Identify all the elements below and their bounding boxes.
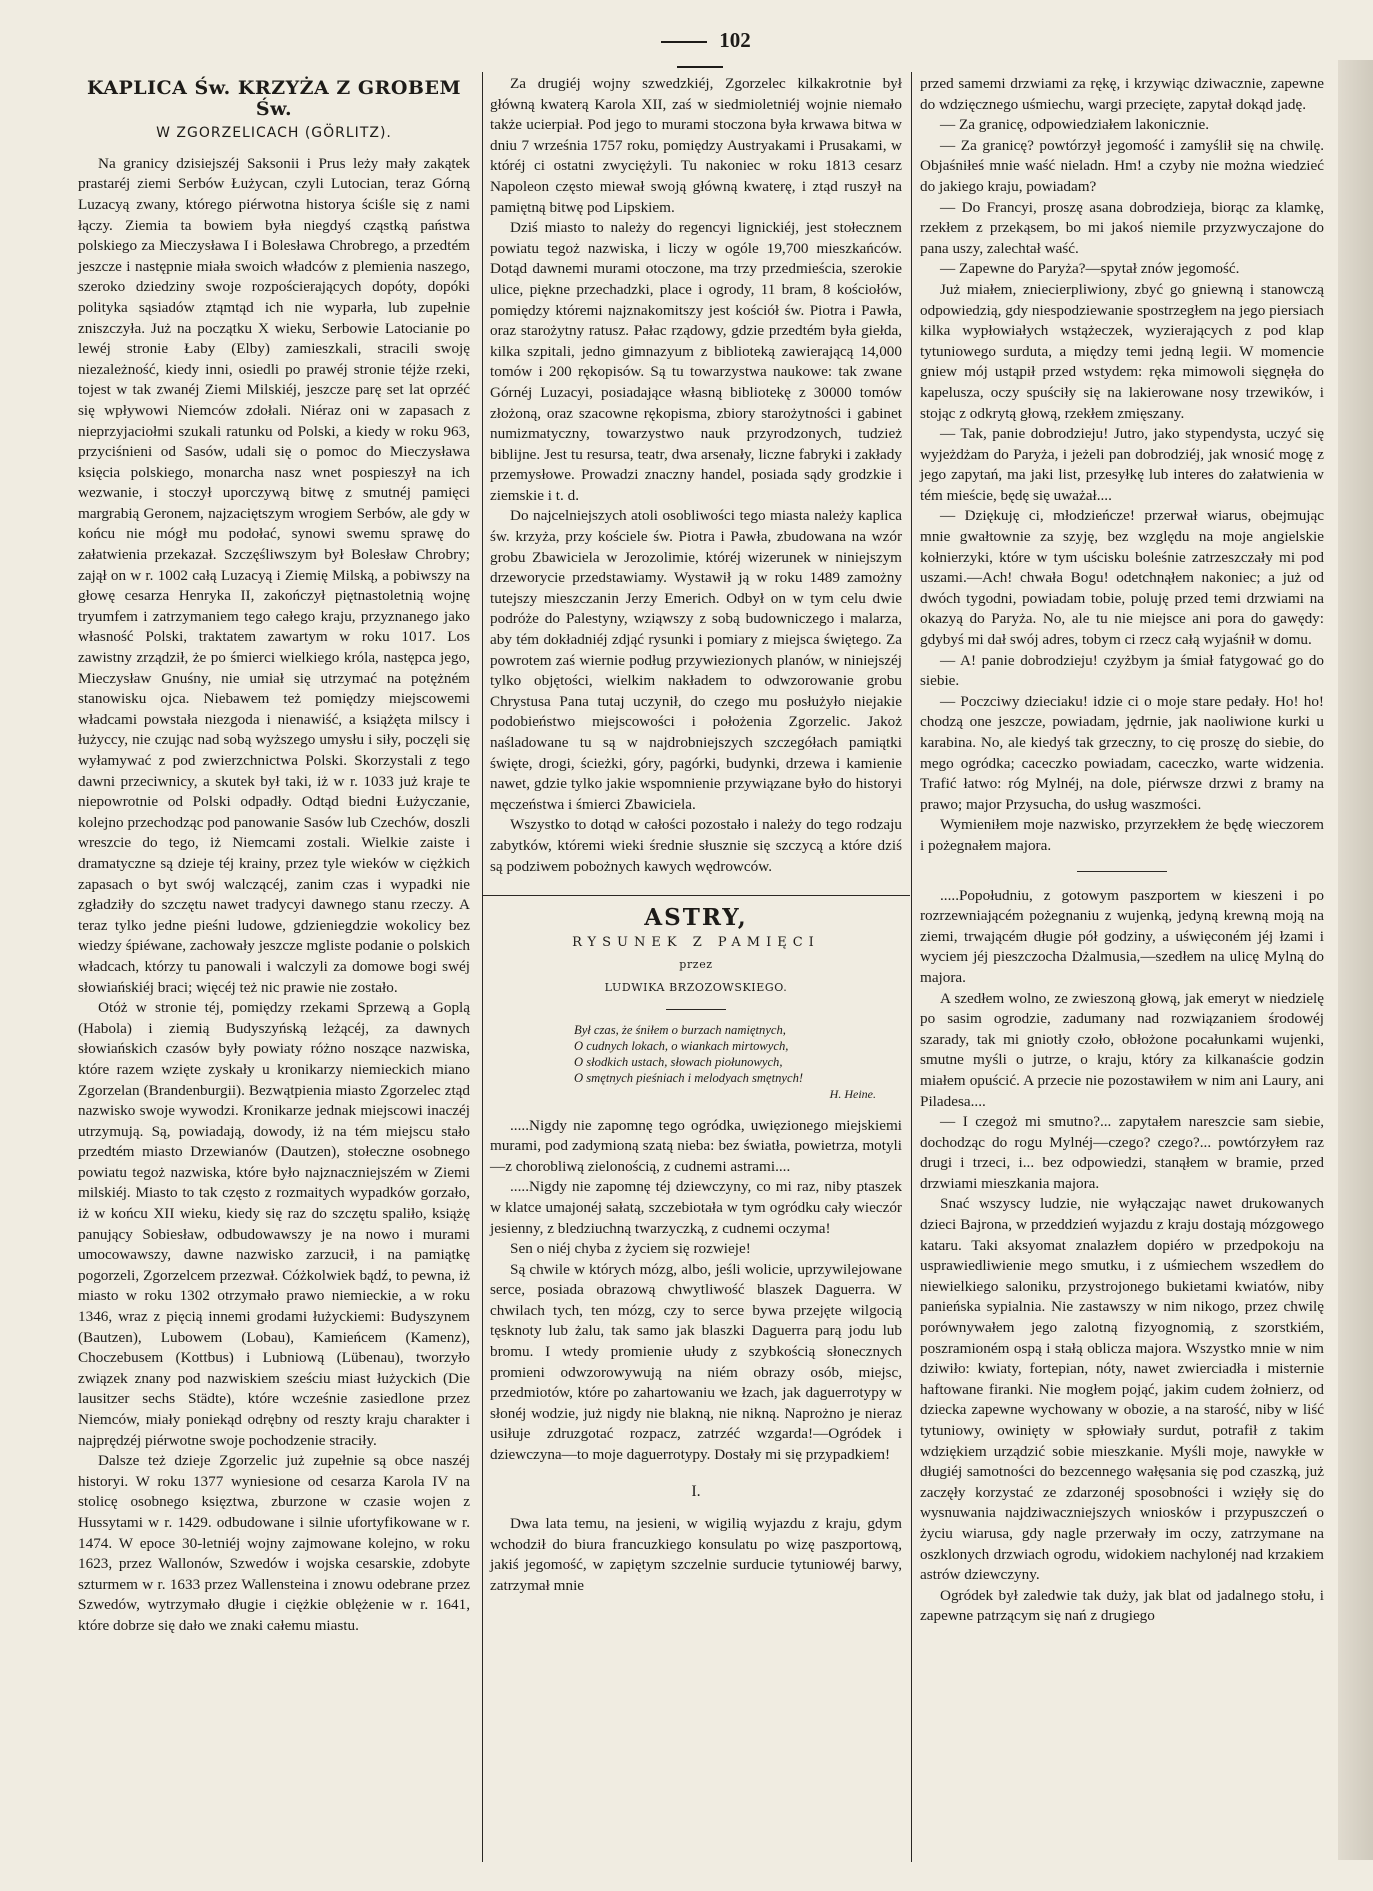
epigraph xyxy=(574,1022,876,1102)
article-subtitle: W ZGORZELICACH (GÖRLITZ). xyxy=(156,125,392,142)
story-paragraph: .....Nigdy nie zapomnę tego ogródka, uwięzionego miejskiemi murami, pod zadymioną szatą nieba: bez światła, powietrza, motyli—z chorobliwą zielonością, z cudnemi astrami.... xyxy=(490,1116,902,1175)
story-paragraph: .....Popołudniu, z gotowym paszportem w kieszeni i po rozrzewniającém pożegnaniu z wujenką, jedyną krewną moją na ziemi, trwającém długie pół godziny, a uświęconém jéj łzami i wyciem jéj pieszczocha Dżalmusia,—szedłem na ulicę Mylną do majora. xyxy=(920,886,1324,986)
story-paragraph: Są chwile w których mózg, albo, jeśli wolicie, uprzywilejowane serce, posiada obrazową chwytliwość blaszek Daguerra. W chwilach tych, ten mózg, czy to serce bywa przejęte wilgocią tęsknoty lub żalu, tak samo jak blaszki Daguerra parą jodu lub bromu. I wtedy promienie ułudy z szybkością słonecznych promieni odwzorowywują na niém obrazy osób, miejsc, przedmiotów, które po zahartowaniu we łzach, jak daguerrotypy w słonéj wodzie, już nigdy nie blakną, nie nikną. Naprożno je nieraz usiłuje zdruzgotać rozpacz, zatrzéć wzgarda!—Ogródek i dziewczyna—to moje daguerrotypy. Dostały mi się przypadkiem! xyxy=(490,1260,902,1464)
story-paragraph: Dwa lata temu, na jesieni, w wigilią wyjazdu z kraju, gdym wchodził do biura francuzkiego konsulatu po wizę paszportową, jakiś jegomość, w zapiętym szczelnie surducie tytuniowéj barwy, zatrzymał mnie xyxy=(490,1515,902,1594)
story-paragraph: Już miałem, zniecierpliwiony, zbyć go gniewną i stanowczą odpowiedzią, gdy niespodziewanie spostrzegłem na jego piersiach kilka wypłowiałych wstążeczek, wyzierających z pod klap tytuniowego surduta, a między temi jedną legii. W momencie gniew mój ustąpił przed wstydem: ręka mimowoli sięgnęła do kapelusza, oczy spuściły się na lakierowane nosy trzewików, i stojąc z odkrytą głową, rzekłem zmięszany. xyxy=(920,280,1324,422)
story-paragraph: przed samemi drzwiami za rękę, i krzywiąc dziwacznie, zapewne do wdzięcznego uśmiechu, wargi przecięte, zapytał dokąd jadę. xyxy=(920,75,1324,113)
story-paragraph: — Zapewne do Paryża?—spytał znów jegomość. xyxy=(940,260,1240,278)
story-paragraph: — Za granicę? powtórzył jegomość i zamyślił się na chwilę. Objaśniłeś mnie waść nieladn. Hm! a czyby nie można wiedzieć do jakiego kraju, powiadam? xyxy=(920,136,1324,195)
column-1 xyxy=(78,78,470,1637)
article-title: KAPLICA Św. KRZYŻA Z GROBEM Św. xyxy=(87,77,461,120)
article-paragraph: Otóż w stronie téj, pomiędzy rzekami Sprzewą a Goplą (Habola) i ziemią Budyszyńską leżącéj, za dawnych słowiańskich czasów były powiaty różno noszące nazwiska, które razem wzięte zyskały u kronikarzy niemieckich miano Zgorzelan (Brandenburgii). Bezwątpienia miasto Zgorzelec ztąd nazwisko swoje wywodzi. Kronikarze jednak miejscowi inaczéj utrzymują. Są, powiadają, dowody, iż na tém miejscu stało przedtém miasto Drzewianów (Dautzen), stołeczne osobnego powiatu tegoż nazwiska, które było najznaczniejszém w Ziemi milskiéj. Miasto to tak często z rozmaitych wypadków gorzało, iż w końcu XII wieku, kiedy się raz do szczętu spaliło, książę panujący Sobiesław, odbudowawszy je na nowo i murami umocowawszy, dawne nazwisko zarzucił, i na pamiątkę pogorzeli, Zgorzelcem przezwał. Cóżkolwiek bądź, to pewna, iż miasto w roku 1302 otrzymało prawo niemieckie, a w roku 1346, wraz z pięcią innemi grodami łużyckiemi: Budyszynem (Bautzen), Lubowem (Lobau), Kamieńcem (Kamenz), Choczebusem (Kottbus) i Lubniową (Lübenau), tworzyło związek znany pod nazwiskiem sześciu miast łużyckich (Die lausitzer sechs Städte), które wcześnie zasiedlone przez Niemców, miały poniekąd odrębny od reszty kraju charakter i najprędzéj piérwotne swoje pochodzenie straciły. xyxy=(78,999,470,1449)
epigraph-line: O słodkich ustach, słowach piołunowych, xyxy=(574,1054,783,1069)
story-title: ASTRY, xyxy=(644,904,748,932)
section-divider xyxy=(482,895,910,896)
article-paragraph: Dziś miasto to należy do regencyi lignickiéj, jest stołecznem powiatu tegoż nazwiska, i liczy w ogóle 19,700 mieszkańców. Dotąd dawnemi murami otoczone, ma trzy przedmieścia, szerokie ulice, piękne przechadzki, place i ogrody, 11 bram, 8 kościołów, pomiędzy któremi najznakomitszy jest kościół św. Piotra i Pawła, oraz starożytny ratusz. Pałac rządowy, gdzie przedtém była giełda, kilka szpitali, jedno gimnazyum z biblioteką zawierającą 14,000 tomów i 200 rękopisów. Są tu towarzystwa naukowe: tak zwane Górnéj Luzacyi, posiadające własną bibliotekę z 30000 tomów złożoną, oraz szacowne rękopisma, zbiory starożytności i gabinet numizmatyczny, towarzystwo nauk przyrodzonych, tudzież biblijne. Jest tu resursa, teatr, dwa arsenały, liczne fabryki i zakłady przemysłowe. Prowadzi znaczny handel, posiada sądy grodzkie i ziemskie i t. d. xyxy=(490,219,902,504)
article-paragraph: Do najcelniejszych atoli osobliwości tego miasta należy kaplica św. krzyża, przy kościele św. Piotra i Pawła, zbudowana na wzór grobu Zbawiciela w Jerozolimie, któréj wizerunek w niniejszym drzeworycie przedstawiamy. Wystawił ją w roku 1489 zamożny tutejszy mieszczanin Jerzy Emerich. Odbył on w tym celu dwie podróże do Palestyny, wziąwszy z sobą budowniczego i malarza, aby tém dokładniéj zdjąć rysunki i pomiary z miejsca świętego. Za powrotem zaś wiernie podług przywiezionych planów, w niniejszéj tylko objętości, wielkim nakładem to odwzorowanie grobu Chrystusa Pana tutaj uczynił, do czego mu posłużyło niejakie podobieństwo miejscowości i położenia Zgorzelic. Jakoż naśladowane tu są w najdrobniejszych szczegółach pamiątki święte, drogi, ścieżki, góry, pagórki, budynki, drzewa i kamienie nawet, gdzie tylko jakie wspomnienie przywiązane było do historyi męczeństwa i śmierci Zbawiciela. xyxy=(490,507,902,813)
epigraph-line: O smętnych pieśniach i melodyach smętnych! xyxy=(574,1070,804,1085)
story-paragraph: Sen o niéj chyba z życiem się rozwieje! xyxy=(510,1240,751,1258)
article-paragraph: Na granicy dzisiejszéj Saksonii i Prus leży mały zakątek prastaréj ziemi Serbów Łużycan, czyli Lutocian, teraz Górną Luzacyą zwany, którego piérwotna historya ściśle się z nami łączy. Ziemia ta bowiem była niegdyś cząstką państwa polskiego za Mieczysława I i Bolesława Chrobrego, a przedtém jeszcze i następnie miała swoich władców z plemienia naszego, szeroko dziedziny swoje rozpościerających dopóty, dopóki polityka sąsiadów ztąmtąd ich nie wyparła, lub zupełnie zniszczyła. Już na początku X wieku, Serbowie Latocianie po lewéj stronie Łaby (Elby) zamieszkali, stracili swoję niezależność, kiedy inni, osiedli po prawéj stronie téjże rzeki, tojest w tak zwanéj Ziemi Milskiéj, jeszcze parę set lat oprzéć się wpływowi Niemców zdołali. Niéraz oni w zapasach z nieprzyjaciołmi szukali ratunku od Polski, a kiedy w roku 963, przyciśnieni od Sasów, udali się o pomoc do Mieczysława księcia polskiego, monarcha nasz wnet pospieszył na ich wezwanie, i stoczył uporczywą bitwę z smutnéj pamięci margrabią Geronem, najzaciętszym wrogiem Serbów, ale gdy w końcu nie mógł mu podołać, synowi swemu sprawę do załatwienia przekazał. Szczęśliwszym był Bolesław Chrobry; zajął on w r. 1002 całą Luzacyą i Ziemię Milską, a pobiwszy na głowę cesarza Henryka II, zakończył piętnastoletnią wojnę tryumfem i zatrzymaniem tego całego kraju, przyznanego jako własność Polski, traktatem zawartym w roku 1017. Los zawistny zrządził, że po śmierci wielkiego króla, następca jego, Mieczysław Gnuśny, nie umiał się utrzymać na potężném stanowisku ojca. Niebawem też pomiędzy miejscowemi władcami powstała niezgoda i nienawiść, a książęta milscy i łużyccy, nie czując nad sobą wyższego umysłu i siły, poczęli się wyłamywać z pod zwierzchnictwa Polski. Skorzystali z tego dawni przeciwnicy, a skutek był taki, iż w r. 1033 już kraje te niepowrotnie od Polski odpadły. Odtąd biedni Łużyczanie, kolejno przechodząc pod panowanie Sasów lub Czechów, doszli wreszcie do tego, iż Niemcami zostali. Wielkie zaiste i dramatyczne są dzieje téj krainy, przez tyle wieków w ciężkich zapasach o byt swój walczącéj, zanim czas i wypadki nie zgładziły do szczętu nawet tradycyi dawnego stanu rzeczy. A teraz tylko jedne pieśni ludowe, gdzieniegdzie wokolicy bez wiedzy śpiéwane, zachowały jeszcze mgliste podanie o polskich władcach, którzy tu panowali i walczyli za domowe bogi swéj słowiańskiéj braci; więcéj też nic prawie nie zostało. xyxy=(78,154,470,996)
story-paragraph: — Poczciwy dzieciaku! idzie ci o moje stare pedały. Ho! ho! chodzą one jeszcze, powiadam, jędrnie, jak naoliwione kurki u karabina. No, ale kiedyś tak grzeczny, to cię proszę do siebie, do mego ogródka; caceczko powiadam, caceczko, warte widzenia. Trafić łatwo: róg Mylnéj, na dole, piérwsze drzwi z bramy na prawo; major Przysucha, do usług waszmości. xyxy=(920,692,1324,813)
column-divider xyxy=(911,72,912,1862)
epigraph-signature: H. Heine. xyxy=(829,1086,876,1101)
story-paragraph: .....Nigdy nie zapomnę téj dziewczyny, co mi raz, niby ptaszek w klatce umajonéj sałatą, szczebiotała w tym ogródku cały wieczór jesienny, z bledziuchną twarzyczką, z cudnemi oczyma! xyxy=(490,1178,902,1237)
adjacent-page-edge xyxy=(1338,60,1373,1860)
story-paragraph: — Do Francyi, proszę asana dobrodzieja, biorąc za klamkę, rzekłem z przekąsem, bo mi jakoś niemile przyzwyczajone do pana uszy, zalechtał waść. xyxy=(920,198,1324,257)
story-paragraph: Ogródek był zaledwie tak duży, jak blat od jadalnego stołu, i zapewne patrzącym się nań z drugiego xyxy=(920,1586,1324,1625)
story-paragraph: — I czegoż mi smutno?... zapytałem nareszcie sam siebie, dochodząc do rogu Mylnéj—czego? czego?... powtórzyłem raz drugi i trzeci, i... bez odpowiedzi, stanąłem w bramie, przed drzwiami mieszkania majora. xyxy=(920,1113,1324,1192)
column-divider xyxy=(482,72,483,1862)
column-3 xyxy=(920,74,1324,1627)
story-paragraph: — A! panie dobrodzieju! czyżbym ja śmiał fatygować go do siebie. xyxy=(920,651,1324,690)
story-paragraph: — Za granicę, odpowiedziałem lakonicznie. xyxy=(940,116,1210,134)
story-paragraph: — Tak, panie dobrodzieju! Jutro, jako stypendysta, uczyć się wyjeżdżam do Paryża, i jeżeli pan dobrodziéj, jak wnosić mogę z jego zapytań, ma jaki list, przesyłkę lub interes do załatwienia w tém mieście, będę się uważał.... xyxy=(920,425,1324,504)
story-author: LUDWIKA BRZOZOWSKIEGO. xyxy=(604,980,788,994)
article-paragraph: Dalsze też dzieje Zgorzelic już zupełnie są obce naszéj historyi. W roku 1377 wyniesione od cesarza Karola IV na stolicę osobnego księztwa, zburzone w czasie wojen z Hussytami w r. 1429. odbudowane i silnie ufortyfikowane w r. 1474. W epoce 30-letniéj wojny zajmowane kolejno, w roku 1623, przez Wallonów, Szwedów i wojska cesarskie, zdobyte szturmem w r. 1633 przez Wallensteina i znowu odebrane przez Szwedów, wytrzymało długie i ciężkie oblężenie w r. 1641, które dobrze się dało we znaki całemu miastu. xyxy=(78,1452,470,1634)
article-paragraph: Za drugiéj wojny szwedzkiéj, Zgorzelec kilkakrotnie był główną kwaterą Karola XII, zaś w siedmioletniéj wojnie niemało także ucierpiał. Pod jego to murami stoczona była krwawa bitwa w dniu 7 września 1757 roku, pomiędzy Austryakami i Prusakami, w któréj ci ostatni zwyciężyli. Tu nakoniec w roku 1813 cesarz Napoleon często miewał swoją główną kwaterę, i ztąd ruszył na pamiętną bitwę pod Lipskiem. xyxy=(490,75,902,216)
section-divider xyxy=(1077,871,1167,872)
story-paragraph: Wymieniłem moje nazwisko, przyrzekłem że będę wieczorem i pożegnałem majora. xyxy=(920,816,1324,854)
chapter-number: I. xyxy=(691,1482,701,1500)
short-divider xyxy=(666,1009,726,1010)
story-paragraph: Snać wszyscy ludzie, nie wyłączając nawet drukowanych dzieci Bajrona, w przeddzień wyjazdu z kraju dostają mózgowego kataru. Taki aksyomat znalazłem dopiéro w przedpokoju na usprawiedliwienie mego smutku, i z uśmiechem wszedłem do niewielkiego saloniku, przystrojonego bukietami kwiatów, niby panieńska sypialnia. Nie zastawszy w nim nikogo, przez chwilę porównywałem jego zalotną fizyognomią, z szorstkiém, poszramioném ospą i stałą oblicza majora. Wszystko mnie w nim dziwiło: kwiaty, fortepian, nóty, nawet zwierciadła i misternie haftowane firanki. Nie mogłem pojąć, jakim cudem żołnierz, od dziecka zapewne wychowany w obozie, a na starość, niby w liść tytuniowy, owinięty w spłowiały surdut, potrafił z takim wdziękiem urządzić sobie mieszkanie. Myśli moje, nawykłe w długiéj samotności do bezcennego wałęsania się pod czaszką, już zaczęły korzystać ze zdarzonéj sposobności i wzięły się do wysnuwania najdziwaczniejszych wniosków i przypuszczeń o życiu wiarusa, gdy nagle przerwały im oczy, zatrzymane na oszklonych drzwiach ogrodu, widokiem nachylonéj nad krzakiem astrów dziewczyny. xyxy=(920,1195,1324,1584)
story-byline-prefix: przez xyxy=(679,958,713,972)
article-paragraph: Wszystko to dotąd w całości pozostało i należy do tego rodzaju zabytków, któremi wieki średnie słusznie się szczycą a które dziś są podziwem pobożnych kawych wędrowców. xyxy=(490,816,902,875)
epigraph-line: Był czas, że śniłem o burzach namiętnych, xyxy=(574,1022,786,1037)
story-paragraph: A szedłem wolno, ze zwieszoną głową, jak emeryt w niedzielę po sasim ogrodzie, zadumany nad rozwiązaniem środowéj szarady, tak mi gniotły czoło, obłożone pocałunkami wujenki, smutne myśli o jutrze, o kraju, który za kilkanaście godzin miałem opuścić. A przecie nie pozostawiłem w nim ani Laury, ani Piladesa.... xyxy=(920,989,1324,1110)
epigraph-line: O cudnych lokach, o wiankach mirtowych, xyxy=(574,1038,789,1053)
page-number: 102 xyxy=(620,28,780,78)
story-subtitle: RYSUNEK Z PAMIĘCI xyxy=(572,934,820,950)
column-2 xyxy=(490,74,902,1597)
story-paragraph: — Dziękuję ci, młodzieńcze! przerwał wiarus, obejmując mnie gwałtownie za szyję, bez względu na moje angielskie kołnierzyki, które w tym uścisku boleśnie zatrzeszczały mi pod uszami.—Ach! chwała Bogu! odetchnąłem nakoniec; a już od dwóch tygodni, powiadam tobie, poluję przed temi drzwiami na okazyą do Paryża. No, ale tu nie miejsce ani pora do gawędy: gdybyś mi dał swój adres, tobym ci rzecz całą wyjaśnił w domu. xyxy=(920,507,1324,649)
